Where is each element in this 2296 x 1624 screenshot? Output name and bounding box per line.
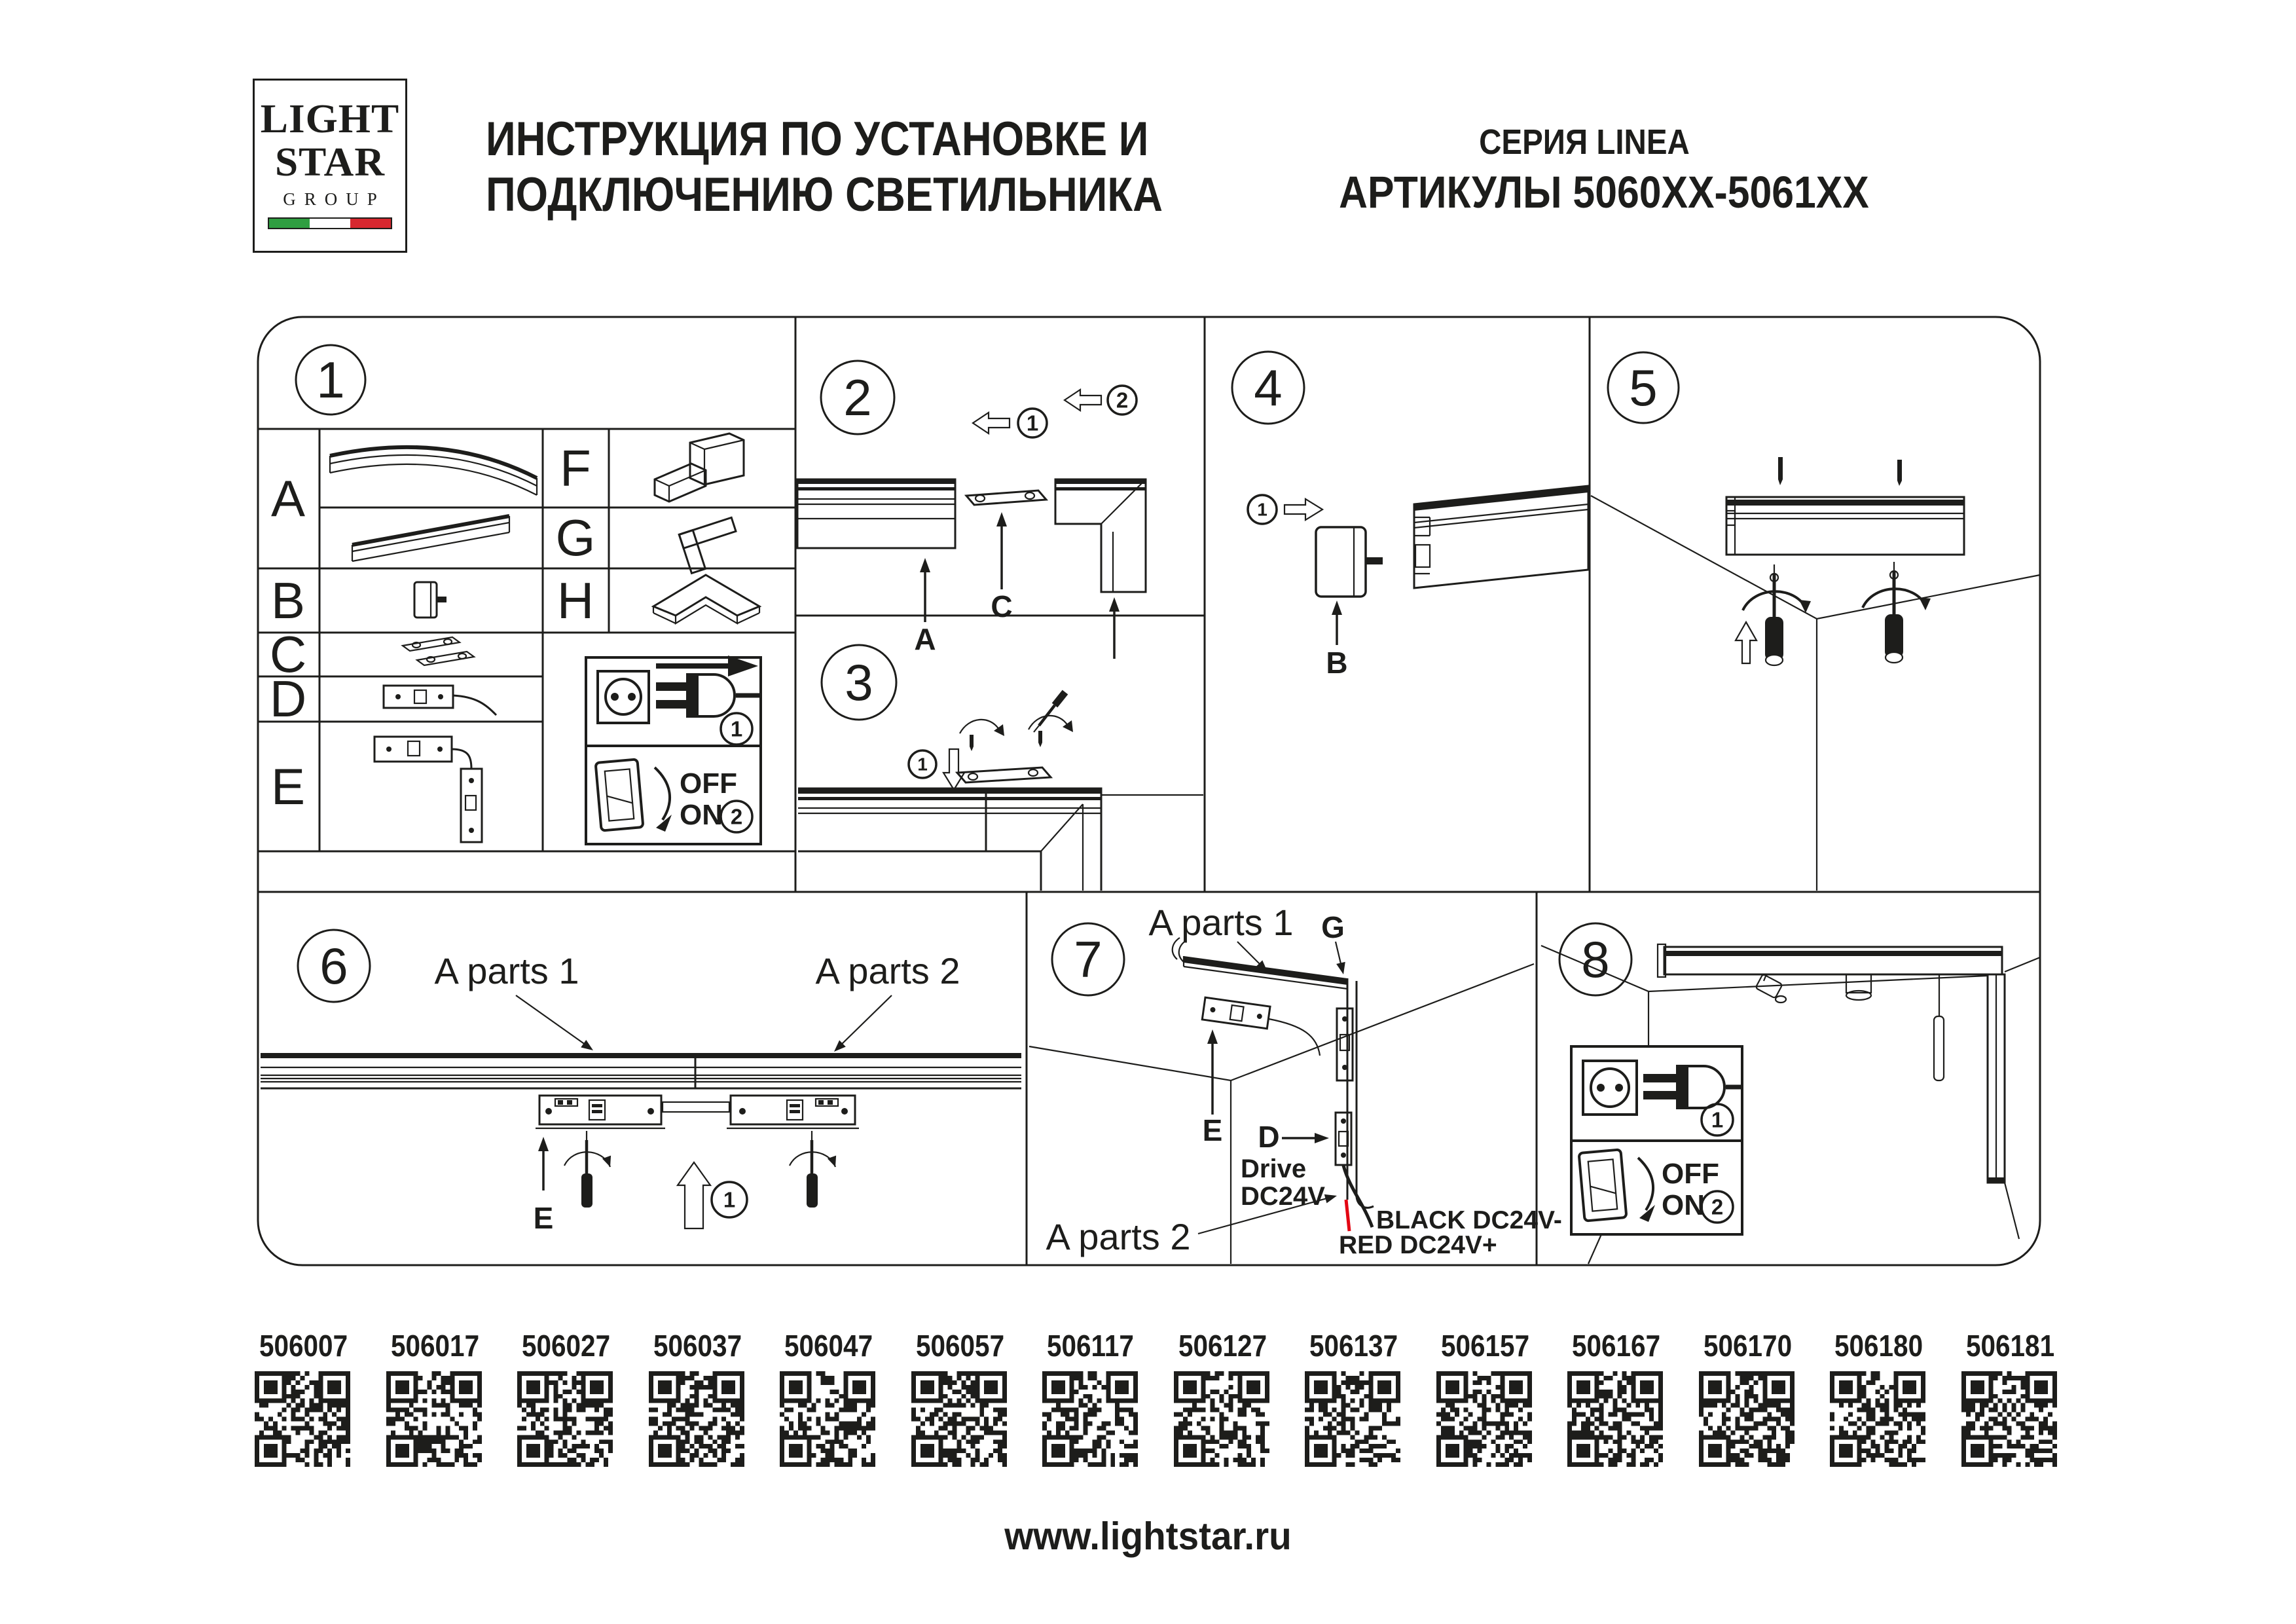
qr-article-label: 506157 <box>1440 1329 1529 1363</box>
qr-item <box>516 1328 614 1467</box>
page-title <box>486 111 1163 223</box>
plug-icon <box>656 673 761 718</box>
qr-code <box>1567 1371 1663 1467</box>
puck-light-icon <box>1846 974 1871 1000</box>
panel-8-number: 8 <box>1581 931 1610 988</box>
step-arrow-right-1 <box>1248 495 1322 524</box>
qr-code <box>517 1371 613 1467</box>
arrow-to-d <box>1282 1133 1329 1143</box>
panel-8-finished <box>1541 923 2040 1264</box>
spot-light-icon <box>1755 974 1786 1003</box>
end-cap-b <box>1316 527 1383 597</box>
switch-arrow-icon <box>1638 1158 1655 1222</box>
logo-word-star: STAR <box>274 140 386 185</box>
red-wire <box>1346 1200 1349 1231</box>
track-a-parts-1 <box>1184 956 1347 989</box>
part-label-c: C <box>269 625 307 683</box>
part-h-flat-corner <box>653 575 759 623</box>
step-arrow-down-1 <box>909 749 964 790</box>
off-label: OFF <box>1662 1158 1719 1190</box>
panel-4-end-cap <box>1232 352 1588 680</box>
qr-article-label: 506057 <box>915 1329 1004 1363</box>
qr-item <box>1173 1328 1271 1467</box>
qr-article-label: 506117 <box>1047 1329 1134 1363</box>
a-parts-2-label: A parts 2 <box>815 950 960 991</box>
arrow-to-corner <box>1109 597 1120 659</box>
part-a-curved-track <box>330 447 537 495</box>
part-label-b: B <box>270 572 306 629</box>
black-wire-label: BLACK DC24V- <box>1376 1206 1562 1234</box>
qr-code <box>386 1371 482 1467</box>
callout-1: 1 <box>1711 1107 1724 1132</box>
connector-e-plate <box>1202 997 1270 1029</box>
track-a-segment <box>797 479 955 548</box>
joined-tracks <box>798 788 1203 891</box>
qr-article-label: 506027 <box>522 1329 611 1363</box>
a-parts-1-label: A parts 1 <box>434 950 579 991</box>
label-a: A <box>914 622 936 656</box>
joint-plate-c <box>966 490 1046 505</box>
qr-item <box>1303 1328 1402 1467</box>
panel-3-number: 3 <box>845 654 873 711</box>
installed-track <box>1658 944 2005 1183</box>
callout-1: 1 <box>723 1187 736 1212</box>
qr-code-row <box>0 1328 2296 1498</box>
qr-code <box>911 1371 1007 1467</box>
callout-1: 1 <box>1257 499 1267 520</box>
arrow-to-plate-c <box>996 512 1007 589</box>
qr-code <box>1699 1371 1795 1467</box>
step-arrow-1 <box>973 409 1047 437</box>
part-label-e: E <box>270 758 306 815</box>
footer-url: www.lightstar.ru <box>1004 1515 1292 1558</box>
arrow-to-e <box>1207 1029 1218 1115</box>
callout-2: 2 <box>1711 1194 1724 1219</box>
qr-item <box>1566 1328 1664 1467</box>
part-b-end-cap <box>414 582 446 618</box>
track-profile-3d <box>1414 486 1588 588</box>
screw-icon <box>1778 457 1902 486</box>
part-label-a: A <box>270 470 306 527</box>
corner-track-piece <box>1055 479 1146 592</box>
screwdriver-icon <box>790 1131 840 1208</box>
screwdriver-icon <box>564 1131 615 1208</box>
qr-article-label: 506167 <box>1572 1329 1661 1363</box>
part-a-straight-track <box>352 516 509 561</box>
power-inset-2 <box>1571 1046 1742 1234</box>
qr-item <box>1829 1328 1927 1467</box>
qr-article-label: 506127 <box>1178 1329 1267 1363</box>
qr-item <box>910 1328 1008 1467</box>
logo-word-group: GROUP <box>283 189 386 209</box>
panel-7-corner-wiring <box>1029 902 1562 1264</box>
qr-code <box>1436 1371 1532 1467</box>
qr-item <box>253 1328 352 1467</box>
screwdriver-icon <box>1743 564 1811 665</box>
panel-1-number: 1 <box>316 351 345 409</box>
label-g: G <box>1321 910 1345 944</box>
red-wire-label: RED DC24V+ <box>1339 1231 1497 1259</box>
qr-code <box>1042 1371 1138 1467</box>
qr-item <box>1960 1328 2058 1467</box>
qr-code <box>1830 1371 1925 1467</box>
panel-2-number: 2 <box>843 369 872 426</box>
joint-plate-c <box>957 767 1051 783</box>
part-label-h: H <box>556 572 594 629</box>
leader-arrow <box>516 995 892 1055</box>
callout-1: 1 <box>1026 411 1039 435</box>
socket-icon <box>598 671 649 723</box>
page-title-line2: ПОДКЛЮЧЕНИЮ СВЕТИЛЬНИКА <box>486 168 1163 221</box>
panel-6-straight-joint <box>261 930 1021 1235</box>
qr-article-label: 506137 <box>1309 1329 1398 1363</box>
flag-red <box>350 219 391 228</box>
arrow-to-track-a <box>920 558 930 622</box>
qr-item <box>385 1328 483 1467</box>
italian-flag-icon <box>268 217 392 229</box>
switch-icon <box>1579 1149 1627 1221</box>
part-f-corner-connector <box>655 434 744 502</box>
qr-item <box>1435 1328 1533 1467</box>
arrow-to-e <box>538 1137 549 1190</box>
part-g-l-connector <box>679 517 744 573</box>
label-d: D <box>1258 1120 1280 1154</box>
panel-2-join-tracks <box>797 361 1146 659</box>
track-a-parts-2-vertical <box>1347 978 1374 1208</box>
callout-2: 2 <box>1116 388 1129 413</box>
page-title-line1: ИНСТРУКЦИЯ ПО УСТАНОВКЕ И <box>486 113 1149 166</box>
plug-icon <box>1643 1065 1742 1109</box>
driver-d-plate <box>1336 1113 1351 1165</box>
on-label: ON <box>680 799 723 831</box>
wall-connector-plate <box>1337 1008 1353 1080</box>
panel-3-fix-joint <box>798 645 1203 891</box>
qr-article-label: 506047 <box>784 1329 873 1363</box>
qr-article-label: 506181 <box>1965 1329 2054 1363</box>
a-parts-2-label: A parts 2 <box>1046 1216 1191 1257</box>
panel-grid <box>258 317 2040 1265</box>
screwdriver-icon <box>1863 562 1931 663</box>
panel-1-parts-list <box>258 345 795 851</box>
screw-icon <box>960 716 1073 751</box>
screwdriver-icon <box>1034 692 1065 732</box>
qr-code <box>780 1371 875 1467</box>
push-up-arrow <box>678 1162 747 1228</box>
panel-7-number: 7 <box>1074 931 1102 988</box>
callout-1: 1 <box>917 754 928 775</box>
flag-white <box>310 219 350 228</box>
qr-code <box>255 1371 350 1467</box>
a-parts-1-label: A parts 1 <box>1148 902 1294 943</box>
label-e: E <box>533 1201 554 1235</box>
part-d-driver <box>384 686 496 715</box>
part-label-f: F <box>560 439 591 497</box>
part-label-d: D <box>269 670 307 728</box>
part-label-g: G <box>555 509 596 566</box>
on-label: ON <box>1662 1189 1705 1221</box>
power-inset-1 <box>586 655 761 844</box>
socket-icon <box>1583 1061 1637 1115</box>
label-c: C <box>991 589 1013 623</box>
part-c-joint-plates <box>403 637 474 665</box>
joined-track-run <box>261 1053 1021 1088</box>
drive-label-line2: DC24V <box>1241 1182 1325 1211</box>
qr-article-label: 506017 <box>390 1329 479 1363</box>
qr-code <box>1961 1371 2057 1467</box>
panel-6-number: 6 <box>319 937 348 995</box>
track-on-ceiling <box>1726 497 1964 555</box>
switch-arrow-icon <box>655 767 672 832</box>
callout-2: 2 <box>730 804 743 829</box>
qr-item <box>1041 1328 1139 1467</box>
label-e: E <box>1202 1113 1223 1147</box>
series-label: СЕРИЯ LINEA <box>1479 122 1690 162</box>
qr-article-label: 506037 <box>653 1329 742 1363</box>
panel-5-mount-ceiling <box>1591 352 2040 891</box>
qr-item <box>647 1328 746 1467</box>
step-arrow-2 <box>1065 386 1137 415</box>
articles-label: АРТИКУЛЫ 5060XX-5061XX <box>1339 167 1869 217</box>
qr-code <box>649 1371 744 1467</box>
qr-code <box>1174 1371 1269 1467</box>
arrow-to-cap-b <box>1332 600 1342 645</box>
part-e-corner-driver <box>374 737 482 842</box>
panel-4-number: 4 <box>1254 359 1283 416</box>
cable-curve <box>1269 1019 1320 1056</box>
push-up-arrow <box>1736 622 1757 663</box>
switch-icon <box>596 759 644 830</box>
qr-code <box>1305 1371 1400 1467</box>
qr-article-label: 506180 <box>1834 1329 1923 1363</box>
qr-item <box>1698 1328 1796 1467</box>
off-label: OFF <box>680 767 737 800</box>
drive-label-line1: Drive <box>1241 1154 1307 1183</box>
qr-item <box>778 1328 877 1467</box>
callout-1: 1 <box>730 716 743 741</box>
qr-article-label: 506007 <box>259 1329 348 1363</box>
panel-5-number: 5 <box>1629 359 1658 416</box>
connector-e-assembly <box>536 1096 859 1128</box>
lightstar-logo <box>253 79 407 253</box>
instruction-diagram <box>255 314 2043 1270</box>
label-b: B <box>1326 646 1348 680</box>
pendant-light-icon <box>1934 974 1944 1080</box>
flag-green <box>269 219 310 228</box>
logo-word-light: LIGHT <box>260 97 400 141</box>
qr-article-label: 506170 <box>1703 1329 1792 1363</box>
